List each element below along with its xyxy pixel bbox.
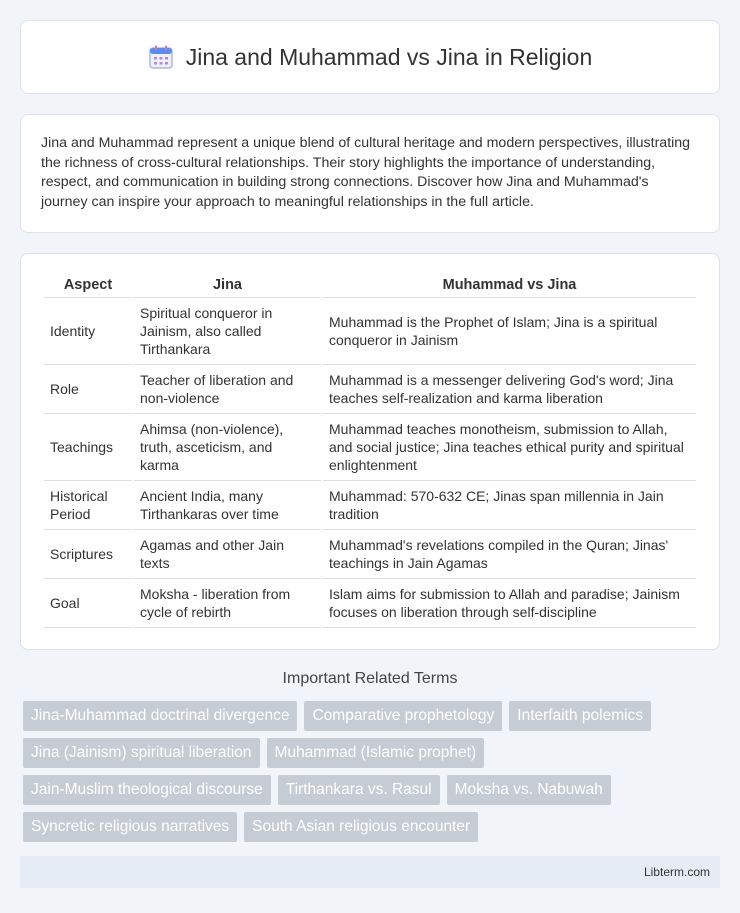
- related-tag[interactable]: Jain-Muslim theological discourse: [23, 775, 271, 805]
- table-row: [44, 530, 696, 579]
- cell-aspect: Historical Period: [44, 481, 132, 530]
- related-tag[interactable]: Jina-Muhammad doctrinal divergence: [23, 701, 297, 731]
- cell-aspect: Scriptures: [44, 530, 132, 579]
- intro-card: [20, 114, 720, 233]
- header-aspect: Aspect: [44, 271, 132, 298]
- cell-aspect: Role: [44, 365, 132, 414]
- related-tags: [20, 701, 720, 842]
- related-tag[interactable]: Comparative prophetology: [304, 701, 502, 731]
- cell-aspect: Teachings: [44, 414, 132, 481]
- page-title: Jina and Muhammad vs Jina in Religion: [185, 43, 593, 70]
- cell-jina: Teacher of liberation and non-violence: [134, 365, 321, 414]
- cell-aspect: Identity: [44, 298, 132, 365]
- table-row: [44, 365, 696, 414]
- header-muhammad-vs-jina: Muhammad vs Jina: [323, 271, 696, 298]
- intro-text: Jina and Muhammad represent a unique blend of cultural heritage and modern perspectives, illustrating the richness of cross-cultural relationships. Their story highlights the importance of understanding, respect, and communication in building strong connections. Discover how Jina and Muhammad's journey can inspire your approach to meaningful relationships in the full article.: [41, 135, 691, 210]
- related-tag[interactable]: Muhammad (Islamic prophet): [267, 738, 485, 768]
- related-terms-section: [20, 670, 720, 842]
- cell-aspect: Goal: [44, 579, 132, 628]
- cell-jina: Moksha - liberation from cycle of rebirth: [134, 579, 321, 628]
- calendar-icon: [148, 44, 174, 70]
- cell-comparison: Islam aims for submission to Allah and paradise; Jainism focuses on liberation through self-discipline: [323, 579, 696, 628]
- table-row: [44, 298, 696, 365]
- related-tag[interactable]: Interfaith polemics: [509, 701, 651, 731]
- cell-jina: Agamas and other Jain texts: [134, 530, 321, 579]
- table-row: [44, 481, 696, 530]
- table-row: [44, 579, 696, 628]
- cell-jina: Ancient India, many Tirthankaras over time: [134, 481, 321, 530]
- cell-jina: Spiritual conqueror in Jainism, also called Tirthankara: [134, 298, 321, 365]
- related-tag[interactable]: South Asian religious encounter: [244, 812, 478, 842]
- related-tag[interactable]: Tirthankara vs. Rasul: [278, 775, 440, 805]
- comparison-card: [20, 253, 720, 650]
- cell-comparison: Muhammad is the Prophet of Islam; Jina is a spiritual conqueror in Jainism: [323, 298, 696, 365]
- cell-comparison: Muhammad is a messenger delivering God's word; Jina teaches self-realization and karma liberation: [323, 365, 696, 414]
- related-terms-title: Important Related Terms: [282, 670, 458, 687]
- title-card: [20, 20, 720, 94]
- related-tag[interactable]: Jina (Jainism) spiritual liberation: [23, 738, 260, 768]
- table-row: [44, 414, 696, 481]
- footer-site-link[interactable]: Libterm.com: [643, 865, 710, 879]
- header-jina: Jina: [134, 271, 321, 298]
- cell-comparison: Muhammad teaches monotheism, submission to Allah, and social justice; Jina teaches ethical purity and spiritual enlightenment: [323, 414, 696, 481]
- cell-comparison: Muhammad's revelations compiled in the Quran; Jinas' teachings in Jain Agamas: [323, 530, 696, 579]
- cell-jina: Ahimsa (non-violence), truth, asceticism, and karma: [134, 414, 321, 481]
- related-tag[interactable]: Syncretic religious narratives: [23, 812, 237, 842]
- table-header-row: [44, 271, 696, 298]
- cell-comparison: Muhammad: 570-632 CE; Jinas span millennia in Jain tradition: [323, 481, 696, 530]
- footer: [20, 856, 720, 888]
- related-tag[interactable]: Moksha vs. Nabuwah: [447, 775, 611, 805]
- comparison-table: [42, 271, 698, 628]
